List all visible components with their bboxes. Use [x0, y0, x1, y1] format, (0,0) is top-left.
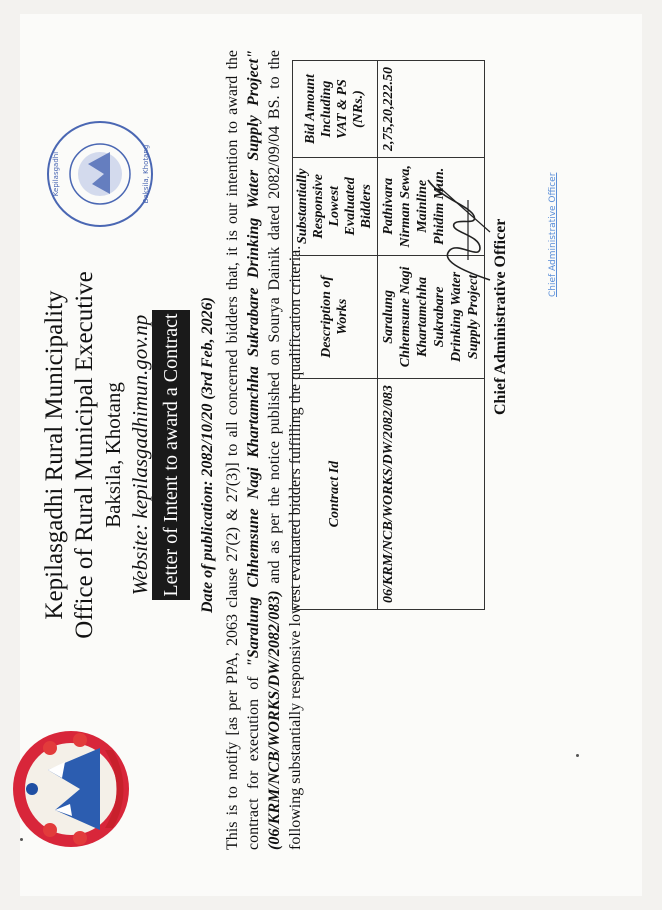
- contract-reference: (06/KRM/NCB/WORKS/DW/2082/083): [266, 590, 283, 850]
- cell-bid-amount: 2,75,20,222.50: [378, 61, 485, 158]
- publication-date-value: 2082/10/20 (3rd Feb, 2026): [199, 297, 216, 477]
- designation-stamp: Chief Administrative Officer: [548, 172, 558, 297]
- publication-date: [199, 0, 217, 910]
- cell-description: Saralung Chhemsune Nagi Khartamchha Sukrabare Drinking Water Supply Project: [378, 255, 485, 379]
- header-contract-id: Contract Id: [293, 379, 378, 610]
- notice-text-start: This is to notify [as per PPA, 2063 clause 27(2) & 27(3)] to all concerned bidders that, it is our intention to award the contract for execution of: [224, 50, 262, 850]
- bid-table: [292, 60, 485, 610]
- office-address: Baksila, Khotang: [101, 382, 125, 528]
- website-link[interactable]: Website: kepilasgadhimun.gov.np: [128, 314, 152, 596]
- project-name: "Saralung Chhemsune Nagi Khartamchha Sukrabare Drinking Water Supply Project": [245, 50, 262, 668]
- notice-text-end: and as per the notice published on Sourya Dainik dated 2082/09/04 BS. to the following substantially responsive lowest evaluated bidders fulfilling the qualification criteria.: [266, 50, 304, 850]
- letterhead: [40, 0, 154, 910]
- cell-contract-id: 06/KRM/NCB/WORKS/DW/2082/083: [378, 379, 485, 610]
- header-bid-amount: Bid Amount Including VAT & PS (NRs.): [293, 61, 378, 158]
- header-bidders: Substantially Responsive Lowest Evaluated Bidders: [293, 158, 378, 256]
- table-row: [378, 61, 485, 610]
- header-description: Description of Works: [293, 255, 378, 379]
- svg-text:Kepilasgadhi: Kepilasgadhi: [52, 151, 60, 197]
- cell-bidder: Pathivara Nirman Sewa, Mainline Phidim Mun.: [378, 158, 485, 256]
- document-title: Letter of Intent to award a Contract: [152, 310, 190, 600]
- publication-label: Date of publication:: [199, 480, 216, 613]
- signatory-title: Chief Administrative Officer: [492, 218, 509, 415]
- municipality-name: Kepilasgadhi Rural Municipality: [41, 290, 68, 620]
- svg-text:Baksila, Khotang: Baksila, Khotang: [142, 144, 150, 204]
- table-header-row: [293, 61, 378, 610]
- office-name: Office of Rural Municipal Executive: [71, 271, 98, 639]
